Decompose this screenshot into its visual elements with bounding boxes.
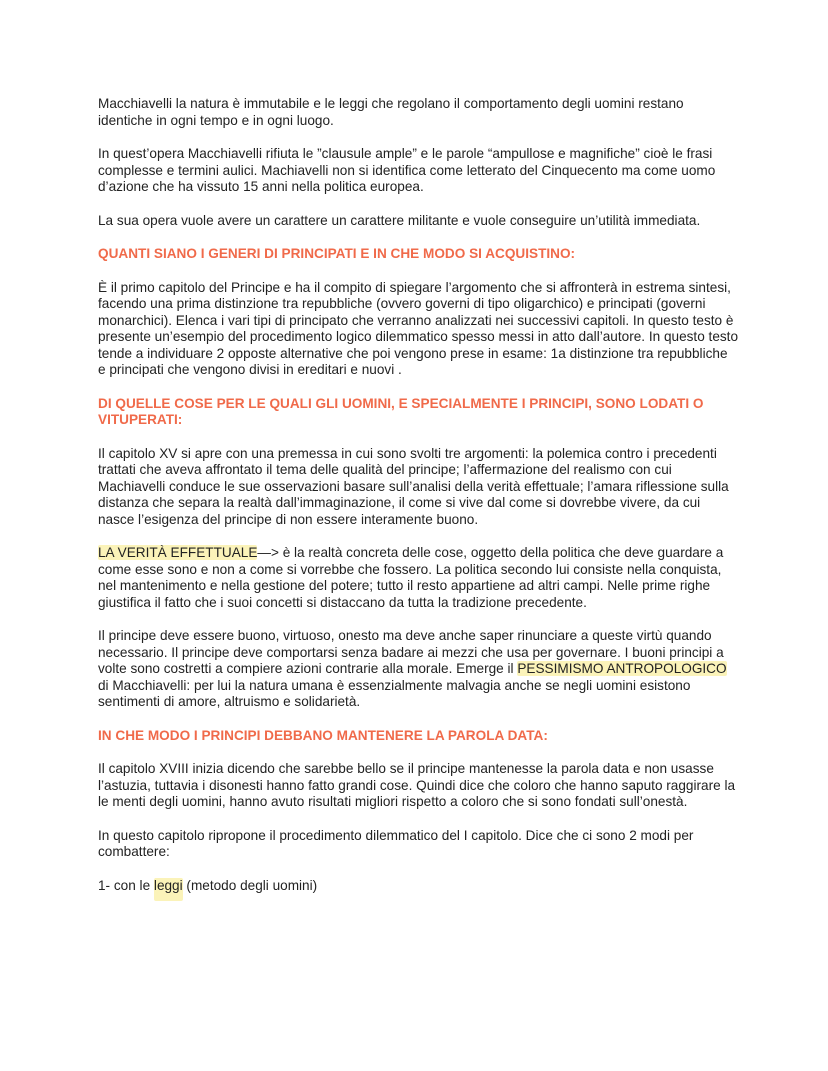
paragraph-verita-effettuale <box>98 545 738 611</box>
paragraph-intro: Macchiavelli la natura è immutabile e le leggi che regolano il comportamento degli uomini restano identiche in ogni tempo e in ogni luogo. <box>98 96 684 128</box>
paragraph-capitolo-xviii: Il capitolo XVIII inizia dicendo che sarebbe bello se il principe mantenesse la parola data e non usasse l’astuzia, tuttavia i disonesti hanno fatto grandi cose. Quindi dice che coloro che hanno saputo raggirare la le menti degli uomini, hanno avuto risultati migliori rispetto a coloro che si sono fondati sull’onestà. <box>98 761 736 809</box>
pessimismo-after: di Macchiavelli: per lui la natura umana è essenzialmente malvagia anche se negli uomini esistono sentimenti di amore, altruismo e solidarietà. <box>98 677 691 709</box>
highlight-pessimismo-antropologico: PESSIMISMO ANTROPOLOGICO <box>517 661 727 676</box>
leggi-after: (metodo degli uomini) <box>182 877 318 893</box>
document-page <box>98 96 738 894</box>
heading-principati: QUANTI SIANO I GENERI DI PRINCIPATI E IN CHE MODO SI ACQUISTINO: <box>98 246 576 261</box>
highlight-leggi: leggi <box>154 878 183 901</box>
leggi-before: 1- con le <box>98 877 154 893</box>
heading-lodati: DI QUELLE COSE PER LE QUALI GLI UOMINI, E SPECIALMENTE I PRINCIPI, SONO LODATI O VITUPERATI: <box>98 395 704 427</box>
verita-text: —> è la realtà concreta delle cose, oggetto della politica che deve guardare a come esse sono e non a come si vorrebbe che fossero. La politica secondo lui consiste nella conquista, nel mantenimento e nella gestione del potere; tutto il resto appartiene ad altri campi. Nelle prime righe giustifica il fatto che i suoi concetti si distaccano da tutta la tradizione precedente. <box>98 545 724 610</box>
paragraph-carattere: La sua opera vuole avere un carattere un carattere militante e vuole conseguire un’utilità immediata. <box>98 212 701 228</box>
paragraph-dilemmatico: In questo capitolo ripropone il procedimento dilemmatico del I capitolo. Dice che ci sono 2 modi per combattere: <box>98 827 694 859</box>
heading-parola-data: IN CHE MODO I PRINCIPI DEBBANO MANTENERE LA PAROLA DATA: <box>98 727 548 743</box>
pessimismo-before: Il principe deve essere buono, virtuoso, onesto ma deve anche saper rinunciare a queste virtù quando necessario. Il principe deve comportarsi senza badare ai mezzi che usa per governare. I buoni principi a volte sono costretti a compiere azioni contrarie alla morale. Emerge il <box>98 628 724 676</box>
paragraph-pessimismo <box>98 628 738 711</box>
paragraph-capitolo-xv: Il capitolo XV si apre con una premessa in cui sono svolti tre argomenti: la polemica contro i precedenti trattati che aveva affrontato il tema delle qualità del principe; l’affermazione del realismo con cui Machiavelli conduce le sue osservazioni basare sull’analisi della verità effettuale; l’amara riflessione sulla distanza che separa la realtà dall’immaginazione, il come si vive dal come si dovrebbe vivere, da cui nasce l’esigenza del principe di non essere interamente buono. <box>98 445 729 527</box>
highlight-verita-effettuale: LA VERITÀ EFFETTUALE <box>98 545 258 560</box>
list-item-leggi <box>98 878 738 895</box>
paragraph-opera: In quest’opera Macchiavelli rifiuta le ”clausule ample” e le parole “ampullose e magnifiche” cioè le frasi complesse e termini aulici. Machiavelli non si identifica come letterato del Cinquecento ma come uomo d’azione che ha vissuto 15 anni nella politica europea. <box>98 146 716 194</box>
paragraph-principati: È il primo capitolo del Principe e ha il compito di spiegare l’argomento che si affronterà in estrema sintesi, facendo una prima distinzione tra repubbliche (ovvero governi di tipo oligarchico) e principati (governi monarchici). Elenca i vari tipi di principato che verranno analizzati nei successivi capitoli. In questo testo è presente un’esempio del procedimento logico dilemmatico spesso messi in atto dall’autore. In questo testo tende a individuare 2 opposte alternative che poi vengono prese in esame: 1a distinzione tra repubbliche e principati che vengono divisi in ereditari e nuovi . <box>98 279 739 377</box>
